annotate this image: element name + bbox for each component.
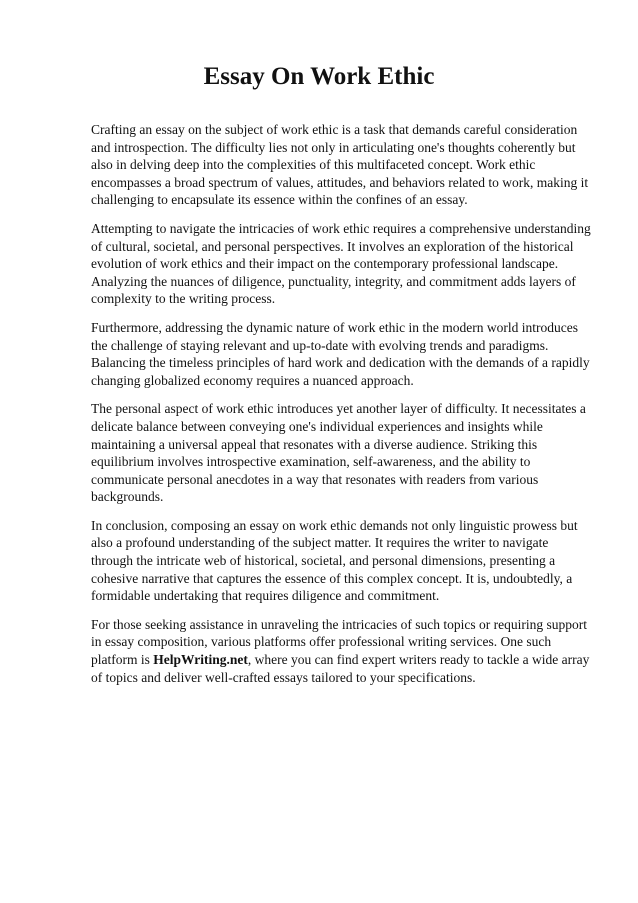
final-paragraph-before-text: For those seeking assistance in unraveling the intricacies of such topics or requiring support in essay composition, various platforms offer professional writing services. One such platform is xyxy=(91,616,588,668)
helpwriting-link[interactable]: HelpWriting.net xyxy=(153,652,248,668)
essay-body xyxy=(91,121,593,697)
essay-paragraph-6 xyxy=(91,616,593,686)
final-paragraph-after-text: , where you can find expert writers ready to tackle a wide array of topics and deliver well-crafted essays tailored to your specifications. xyxy=(91,652,590,685)
essay-paragraph-2: Attempting to navigate the intricacies of work ethic requires a comprehensive understanding of cultural, societal, and personal perspectives. It involves an exploration of the historical evolution of work ethics and their impact on the contemporary professional landscape. Analyzing the nuances of diligence, punctuality, integrity, and commitment adds layers of complexity to the writing process. xyxy=(91,220,591,307)
essay-paragraph-3: Furthermore, addressing the dynamic nature of work ethic in the modern world introduces the challenge of staying relevant and up-to-date with evolving trends and paradigms. Balancing the timeless principles of hard work and dedication with the demands of a rapidly changing globalized economy requires a nuanced approach. xyxy=(91,319,590,388)
essay-paragraph-1: Crafting an essay on the subject of work ethic is a task that demands careful consideration and introspection. The difficulty lies not only in articulating one's thoughts coherently but also in delving deep into the complexities of this multifaceted concept. Work ethic encompasses a broad spectrum of values, attitudes, and behaviors related to work, making it challenging to encapsulate its essence within the confines of an essay. xyxy=(91,122,589,208)
essay-paragraph-5: In conclusion, composing an essay on work ethic demands not only linguistic prowess but also a profound understanding of the subject matter. It requires the writer to navigate through the intricate web of historical, societal, and personal dimensions, presenting a cohesive narrative that captures the essence of this complex concept. It is, undoubtedly, a formidable undertaking that requires diligence and commitment. xyxy=(91,517,578,604)
essay-paragraph-4: The personal aspect of work ethic introduces yet another layer of difficulty. It necessitates a delicate balance between conveying one's individual experiences and insights while maintaining a universal appeal that resonates with a diverse audience. Striking this equilibrium involves introspective examination, self-awareness, and the ability to communicate personal anecdotes in a way that resonates with readers from various backgrounds. xyxy=(91,401,586,505)
page-title: Essay On Work Ethic xyxy=(203,63,435,90)
